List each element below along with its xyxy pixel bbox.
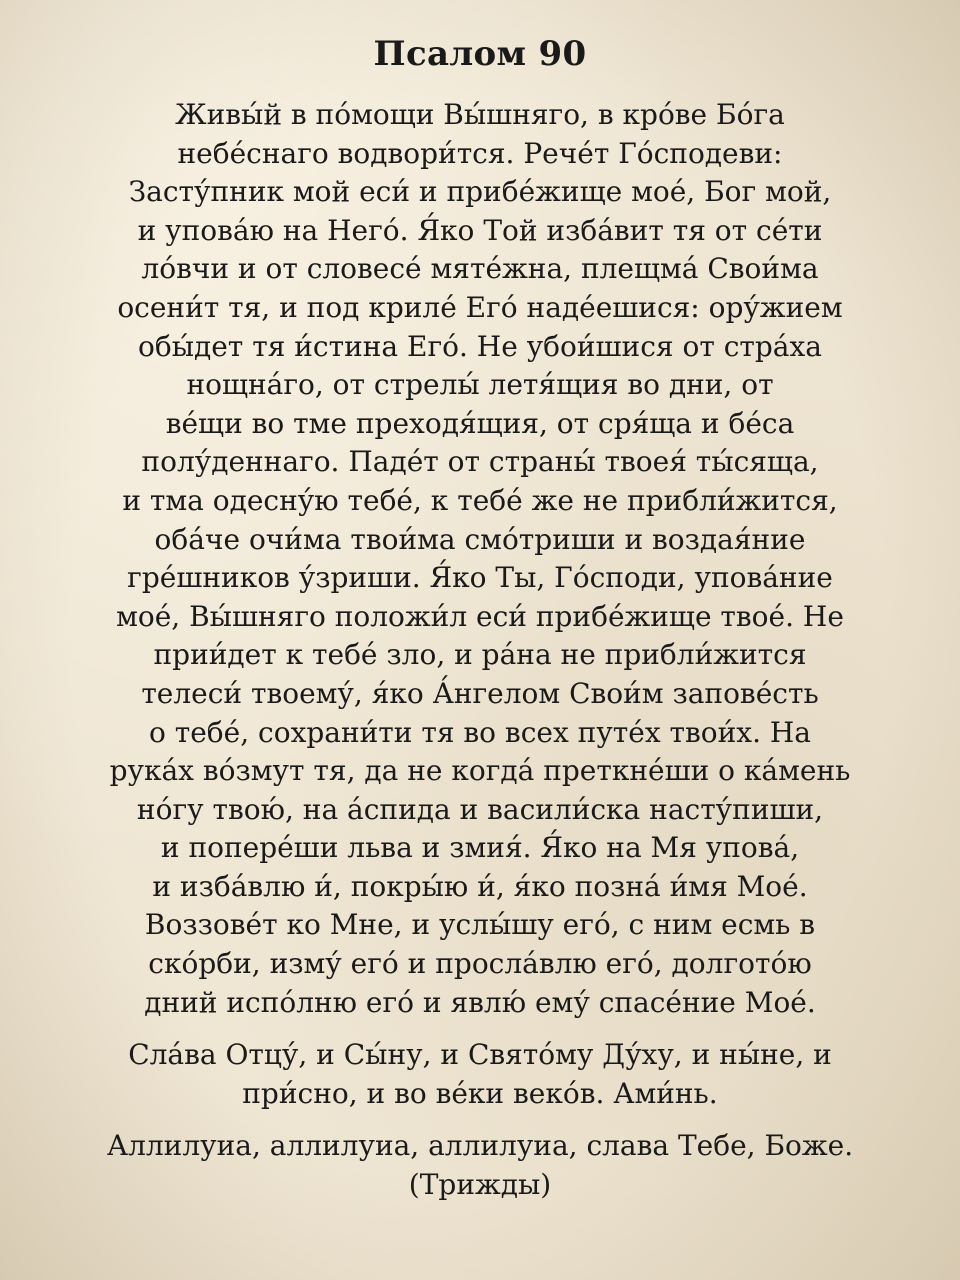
psalm-line: телеси́ твоему́, я́ко А́нгелом Свои́м запове́сть <box>141 676 819 710</box>
psalm-line: и изба́влю и́, покры́ю и́, я́ко позна́ и́мя Мое́. <box>152 869 808 903</box>
alleluia-note: (Трижды) <box>408 1168 552 1202</box>
psalm-line: Живы́й в по́мощи Вы́шняго, в кро́ве Бо́га <box>175 98 785 131</box>
psalm-line: обы́дет тя и́стина Его́. Не убои́шися от стра́ха <box>138 329 822 363</box>
alleluia-text <box>0 1127 960 1204</box>
psalm-line: и упова́ю на Него́. Я́ко Той изба́вит тя от се́ти <box>137 213 823 247</box>
psalm-line: о тебе́, сохрани́ти тя во всех путе́х твои́х. На <box>148 715 812 749</box>
doxology-text <box>0 1036 960 1113</box>
psalm-line: прии́дет к тебе́ зло, и ра́на не прибли́жится <box>153 638 807 672</box>
psalm-line: ско́рби, изму́ его́ и просла́влю его́, долгото́ю <box>148 947 812 981</box>
doxology-line: Сла́ва Отцу́, и Сы́ну, и Свято́му Ду́ху, и ны́не, и <box>128 1038 832 1072</box>
psalm-line: полу́деннаго. Паде́т от страны́ твоея́ ты́сяща, <box>141 445 819 479</box>
psalm-line: ве́щи во тме преходя́щия, от сря́ща и бе́са <box>165 406 795 440</box>
psalm-line: мое́, Вы́шняго положи́л еси́ прибе́жище твое́. Не <box>116 599 844 633</box>
alleluia-line: Аллилуиа, аллилуиа, аллилуиа, слава Тебе, Боже. <box>106 1129 854 1163</box>
psalm-line: небе́снаго водвори́тся. Рече́т Го́сподеви: <box>177 136 783 170</box>
psalm-line: и попере́ши льва и змия́. Я́ко на Мя упова́, <box>160 831 800 865</box>
psalm-line: и тма одесну́ю тебе́, к тебе́ же не прибли́жится, <box>122 483 838 517</box>
psalm-line: гре́шников у́зриши. Я́ко Ты, Го́споди, упова́ние <box>127 561 833 595</box>
psalm-line: дний испо́лню его́ и явлю́ ему́ спасе́ние Мое́. <box>144 985 816 1019</box>
psalm-line: рука́х во́змут тя, да не когда́ преткне́ши о ка́мень <box>109 754 851 788</box>
page-title: Псалом 90 <box>373 34 587 74</box>
psalm-line: ло́вчи и от словесе́ мяте́жна, плещма́ Свои́ма <box>141 252 819 286</box>
psalm-line: осени́т тя, и под криле́ Его́ наде́ешися: ору́жием <box>117 290 843 324</box>
psalm-line: но́гу твою́, на а́спида и васили́ска насту́пиши, <box>136 792 824 826</box>
psalm-line: Воззове́т ко Мне, и услы́шу его́, с ним есмь в <box>144 908 816 942</box>
psalm-text <box>0 96 960 1022</box>
psalm-line: нощна́го, от стрелы́ летя́щия во дни, от <box>186 368 774 402</box>
psalm-line: Засту́пник мой еси́ и прибе́жище мое́, Бог мой, <box>128 175 832 209</box>
doxology-line: при́сно, и во ве́ки веко́в. Ами́нь. <box>242 1076 718 1110</box>
psalm-line: оба́че очи́ма твои́ма смо́триши и воздая́ние <box>154 522 806 556</box>
